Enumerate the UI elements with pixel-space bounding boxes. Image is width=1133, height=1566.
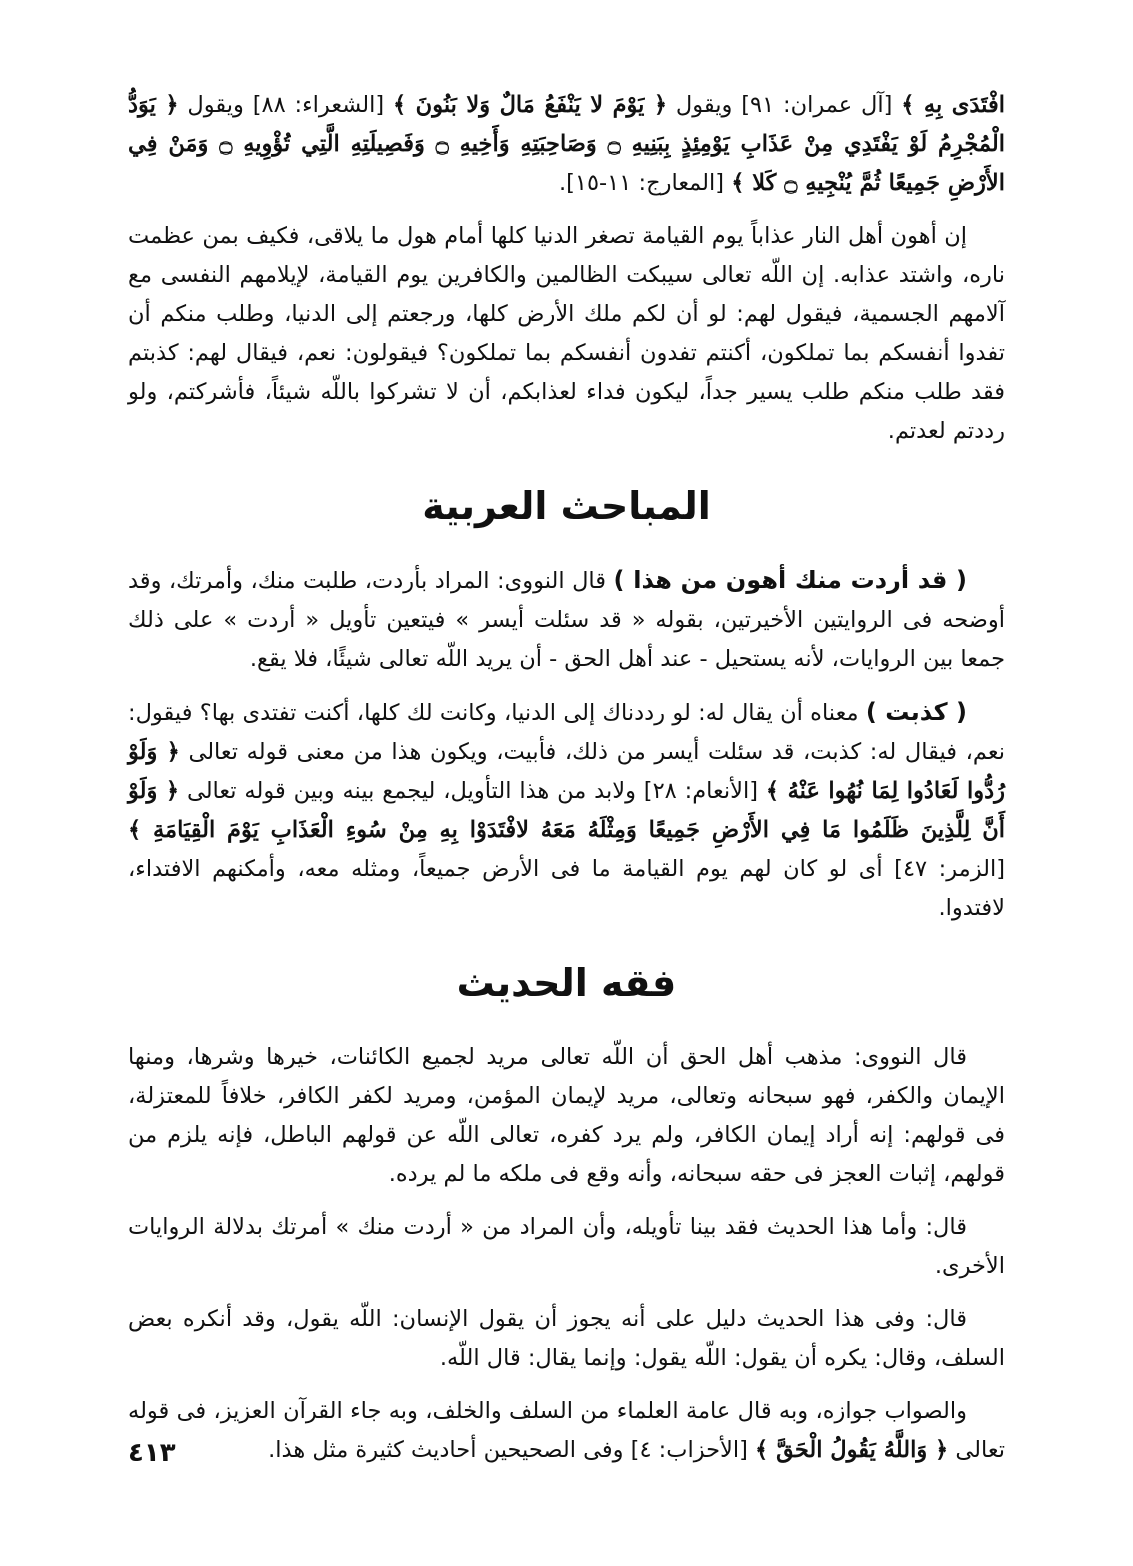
fiqh-text: [الأحزاب: ٤] وفى الصحيحين أحاديث كثيرة مثل هذا. [268, 1437, 748, 1463]
fiqh-text: والصواب جوازه، وبه قال عامة العلماء من السلف والخلف، وبه جاء القرآن العزيز، فى قوله تعالى [128, 1398, 1005, 1463]
fiqh-paragraph-1: قال النووى: مذهب أهل الحق أن اللّه تعالى مريد لجميع الكائنات، خيرها وشرها، ومنها الإيمان والكفر، فهو سبحانه وتعالى، مريد لإيمان المؤمن، ومريد لكفر الكافر، خلافاً للمعتزلة، فى قولهم: إنه أراد إيمان الكافر، ولم يرد كفره، تعالى اللّه عن قولهم الباطل، فإنه يلزم من قولهم، إثبات العجز فى حقه سبحانه، وأنه وقع فى ملكه ما لم يرده. [128, 1044, 1005, 1187]
quran-verse: ﴿ وَلَوْ أَنَّ لِلَّذِينَ ظَلَمُوا مَا فِي الأَرْضِ جَمِيعًا وَمِثْلَهُ مَعَهُ لافْتَدَوْا بِهِ مِنْ سُوءِ الْعَذَابِ يَوْمَ الْقِيَامَةِ ﴾ [128, 778, 1005, 843]
phrase-explanation: [الزمر: ٤٧] أى لو كان لهم يوم القيامة ما فى الأرض جميعاً، ومثله معه، وأمكنهم الافتداء، لافتدوا. [128, 856, 1006, 921]
section-heading-hadith-fiqh: فقه الحديث [456, 961, 677, 1005]
quran-verse: ﴿ يَوَدُّ الْمُجْرِمُ لَوْ يَفْتَدِي مِنْ عَذَابِ يَوْمِئِذٍ بِبَنِيهِ ۝ وَصَاحِبَتِهِ وَأَخِيهِ ۝ وَفَصِيلَتِهِ الَّتِي تُؤْوِيهِ ۝ وَمَنْ فِي الأَرْضِ جَمِيعًا ثُمَّ يُنْجِيهِ ۝ كَلا ﴾ [128, 92, 1005, 196]
intro-verse-paragraph [128, 86, 1005, 203]
quran-verse: ﴿ يَوْمَ لا يَنْفَعُ مَالٌ وَلا بَنُونَ ﴾ [392, 92, 668, 118]
verse-citation: [الشعراء: ٨٨] ويقول [187, 92, 385, 118]
verse-citation: [المعارج: ١١-١٥]. [558, 170, 725, 196]
quran-verse: ﴿ وَلَوْ رُدُّوا لَعَادُوا لِمَا نُهُوا عَنْهُ ﴾ [128, 739, 1005, 804]
quran-verse: افْتَدَى بِهِ ﴾ [901, 92, 1005, 118]
page-body [128, 86, 1005, 1484]
verse-citation: [آل عمران: ٩١] ويقول [675, 92, 893, 118]
phrase-lead: ( كذبت ) [865, 698, 968, 726]
phrase-explanation: [الأنعام: ٢٨] ولابد من هذا التأويل، ليجمع بينه وبين قوله تعالى [186, 778, 758, 804]
phrase-explanation: قال النووى: المراد بأردت، طلبت منك، وأمرتك، وقد أوضحه فى الروايتين الأخيرتين، بقوله « قد سئلت أيسر » فيتعين تأويل « أردت » على ذلك جمعا بين الروايات، لأنه يستحيل - عند أهل الحق - أن يريد اللّه تعالى شيئًا، فلا يقع. [128, 568, 1005, 672]
fiqh-paragraph-2: قال: وأما هذا الحديث فقد بينا تأويله، وأن المراد من « أردت منك » أمرتك بدلالة الروايات الأخرى. [128, 1214, 1005, 1279]
vocab-paragraph-1 [128, 561, 1005, 679]
commentary-paragraph: إن أهون أهل النار عذاباً يوم القيامة تصغر الدنيا كلها أمام هول ما يلاقى، فكيف بمن عظمت ناره، واشتد عذابه. إن اللّه تعالى سيبكت الظالمين والكافرين يوم القيامة، لإيلامهم النفسى مع آلامهم الجسمية، فيقول لهم: لو أن لكم ملك الأرض كلها، ورجعتم إلى الدنيا، وطلب منكم أن تفدوا أنفسكم بما تملكون، أكنتم تفدون أنفسكم بما تملكون؟ فيقولون: نعم، فيقال لهم: كذبتم فقد طلب منكم طلب يسير جداً، ليكون فداء لعذابكم، أن لا تشركوا باللّه شيئاً، فأشركتم، ولو رددتم لعدتم. [128, 223, 1005, 444]
quran-verse: ﴿ وَاللَّهُ يَقُولُ الْحَقَّ ﴾ [755, 1437, 949, 1463]
page-number: ٤١٣ [128, 1438, 176, 1468]
fiqh-paragraph-4 [128, 1392, 1005, 1470]
section-heading-arabic-studies: المباحث العربية [422, 484, 711, 528]
phrase-lead: ( قد أردت منك أهون من هذا ) [613, 566, 968, 594]
phrase-explanation: معناه أن يقال له: لو رددناك إلى الدنيا، وكانت لك كلها، أكنت تفتدى بها؟ فيقول: نعم، فيقال له: كذبت، قد سئلت أيسر من ذلك، فأبيت، ويكون هذا من معنى قوله تعالى [128, 700, 1005, 765]
vocab-paragraph-2 [128, 693, 1005, 928]
fiqh-paragraph-3: قال: وفى هذا الحديث دليل على أنه يجوز أن يقول الإنسان: اللّه يقول، وقد أنكره بعض السلف، وقال: يكره أن يقول: اللّه يقول: وإنما يقال: قال اللّه. [128, 1306, 1005, 1371]
